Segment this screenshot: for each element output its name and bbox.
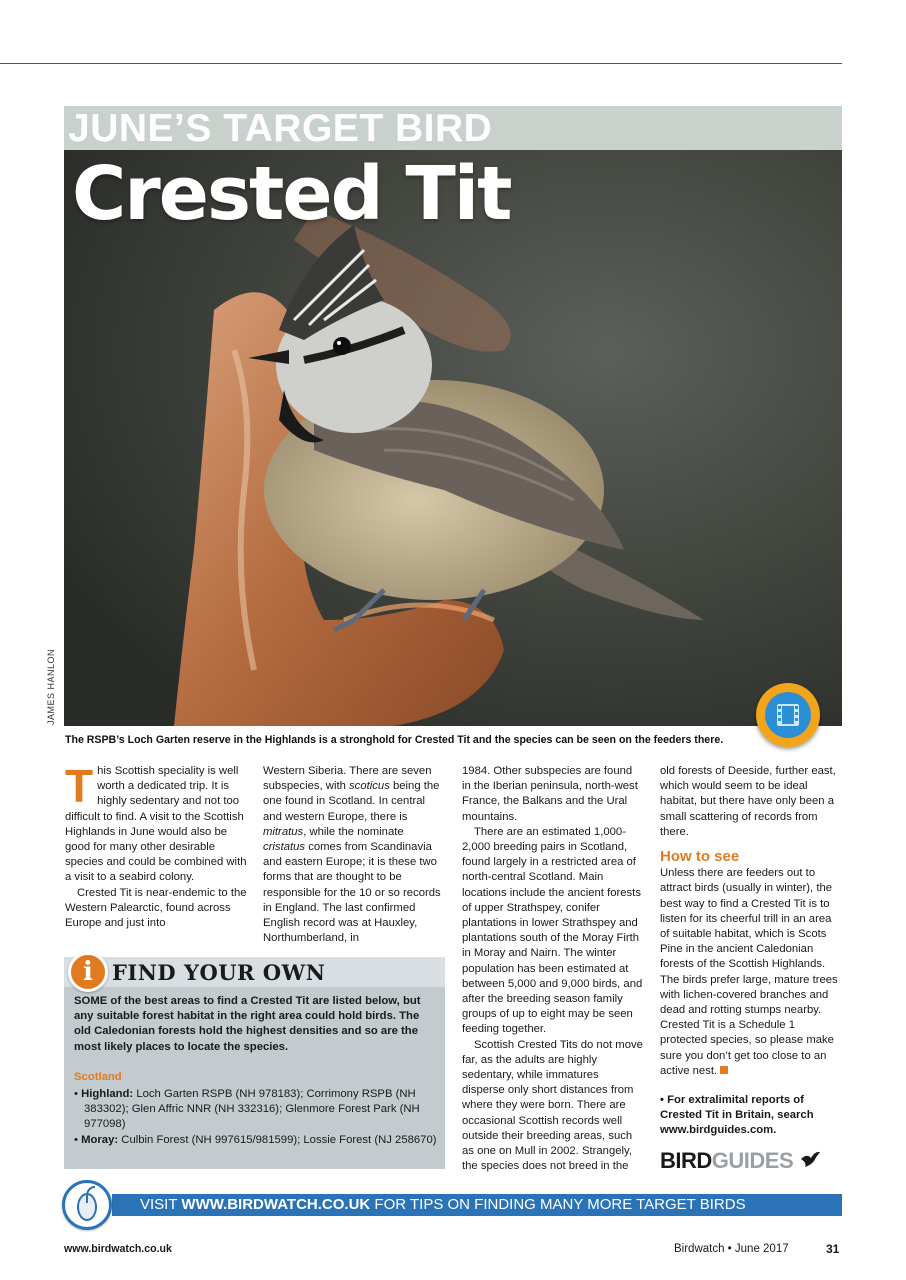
bird-silhouette-icon [799, 1149, 821, 1171]
photo-credit: JAMES HANLON [46, 648, 56, 725]
logo-part-2: GUIDES [711, 1148, 794, 1173]
col2-text-g: comes from Scandinavia and eastern Europe; it is these two forms that are thought to be responsible for the 10 or so records in England. The last confirmed English record was at Hauxley, Northumberland, in [263, 841, 441, 945]
birdguides-logo [660, 1148, 821, 1174]
info-icon: i [68, 952, 108, 992]
col3-paragraph-3: Scottish Crested Tits do not move far, as the adults are highly sedentary, while immatures disperse only short distances from where they were born. There are occasional Scottish records well outside their breeding areas, such as one on Mull in 2002. Strangely, the species does not breed in the [462, 1038, 643, 1173]
logo-part-1: BIRD [660, 1148, 712, 1173]
col2-mitratus: mitratus [263, 825, 304, 838]
col2-text-e: , while the nominate [303, 825, 404, 838]
footer-website: www.birdwatch.co.uk [64, 1243, 172, 1255]
article-column-3 [462, 764, 644, 1174]
article-column-1 [65, 760, 247, 931]
article-column-2 [263, 764, 445, 946]
article-headline: Crested Tit [72, 151, 511, 237]
list-item-label: Moray: [81, 1133, 119, 1146]
section-kicker: JUNE’S TARGET BIRD [68, 107, 493, 150]
col4-paragraph-1: old forests of Deeside, further east, which would seem to be ideal habitat, but there have only been a small scattering of records from there. [660, 765, 836, 838]
col1-paragraph-1: his Scottish speciality is well worth a dedicated trip. It is highly sedentary and not too difficult to find. A visit to the Scottish Highlands in June would also be good for many other desirable species and could be combined with a visit to a seabird colony. [65, 765, 247, 884]
banner-post: FOR TIPS ON FINDING MANY MORE TARGET BIRDS [370, 1196, 746, 1213]
photo-caption: The RSPB’s Loch Garten reserve in the Highlands is a stronghold for Crested Tit and the species can be seen on the feeders there. [65, 734, 724, 746]
list-item-text: Culbin Forest (NH 997615/981599); Lossie Forest (NJ 258670) [118, 1133, 437, 1146]
end-mark-icon [720, 1066, 728, 1074]
article-intro [65, 760, 247, 886]
page-number: 31 [826, 1242, 840, 1256]
list-item-text: Loch Garten RSPB (NH 978183); Corrimony RSPB (NH 383302); Glen Affric NNR (NH 332316); Glenmore Forest Park (NH 977098) [84, 1088, 420, 1131]
birdguides-note: • For extralimital reports of Crested Tit in Britain, search www.birdguides.com. [660, 1094, 814, 1137]
website-banner[interactable] [112, 1194, 842, 1216]
how-to-see-text: Unless there are feeders out to attract birds (usually in winter), the best way to find a Crested Tit is to listen for its cheerful trill in an area of suitable habitat, which is Scots Pine in the ancient Caledonian forests of the Scottish Highlands. The birds prefer large, mature trees with lichen-covered branches and dead and rotting stumps nearby. Crested Tit is a Schedule 1 protected species, so please make sure you don’t get too close to an active nest. [660, 867, 838, 1077]
banner-url[interactable]: WWW.BIRDWATCH.CO.UK [181, 1196, 371, 1213]
banner-pre: VISIT [140, 1196, 182, 1213]
list-item: • Moray: Culbin Forest (NH 997615/981599); Lossie Forest (NJ 258670) [74, 1133, 437, 1146]
intro-text: of the best areas to find a Crested Tit are listed below, but any suitable forest habitat in the right area could hold birds. The old Caledonian forests hold the highest densities and so are the most likely places to locate the species. [74, 995, 421, 1053]
find-your-own-title: FIND YOUR OWN [112, 960, 326, 985]
video-badge-inner [765, 692, 811, 738]
col2-scoticus: scoticus [349, 780, 390, 793]
col1-paragraph-2: Crested Tit is near-endemic to the Western Palearctic, found across Europe and just into [65, 886, 247, 930]
computer-mouse-icon [65, 1183, 109, 1227]
find-your-own-intro [74, 994, 438, 1055]
col2-text-c: being the one found in Scotland. In central and western Europe, there is [263, 780, 440, 823]
col4-paragraph-2 [660, 866, 842, 1079]
col3-paragraph-2: There are an estimated 1,000-2,000 breeding pairs in Scotland, found largely in a restricted area of north-central Scotland. Main locations include the ancient forests of upper Strathspey, conifer plantations in lower Strathspey and plantations south of the Moray Firth in Moray and Nairn. The winter population has been estimated at between 5,000 and 9,000 birds, and after the breeding season family groups of up to eight may be seen feeding together. [462, 825, 643, 1036]
top-rule [0, 63, 842, 64]
drop-cap: T [65, 760, 94, 812]
list-item: • Highland: Loch Garten RSPB (NH 978183); Corrimony RSPB (NH 383302); Glen Affric NNR (NH 332316); Glenmore Forest Park (NH 977098) [74, 1088, 420, 1131]
col3-paragraph-1: 1984. Other subspecies are found in the Iberian peninsula, north-west France, the Balkans and the Ural mountains. [462, 765, 638, 823]
how-to-see-heading: How to see [660, 848, 740, 866]
film-strip-icon [765, 692, 811, 738]
list-item-label: Highland: [81, 1088, 134, 1100]
intro-lead: SOME [74, 995, 108, 1007]
col2-text-a: Western Siberia. There are seven subspecies, with [263, 765, 432, 793]
article-column-4 [660, 764, 842, 1139]
col2-paragraph [263, 764, 445, 946]
mouse-icon [62, 1180, 112, 1230]
region-scotland: Scotland [74, 1071, 122, 1083]
col2-cristatus: cristatus [263, 841, 306, 854]
site-list [74, 1087, 438, 1148]
footer-issue: Birdwatch • June 2017 [674, 1243, 789, 1255]
